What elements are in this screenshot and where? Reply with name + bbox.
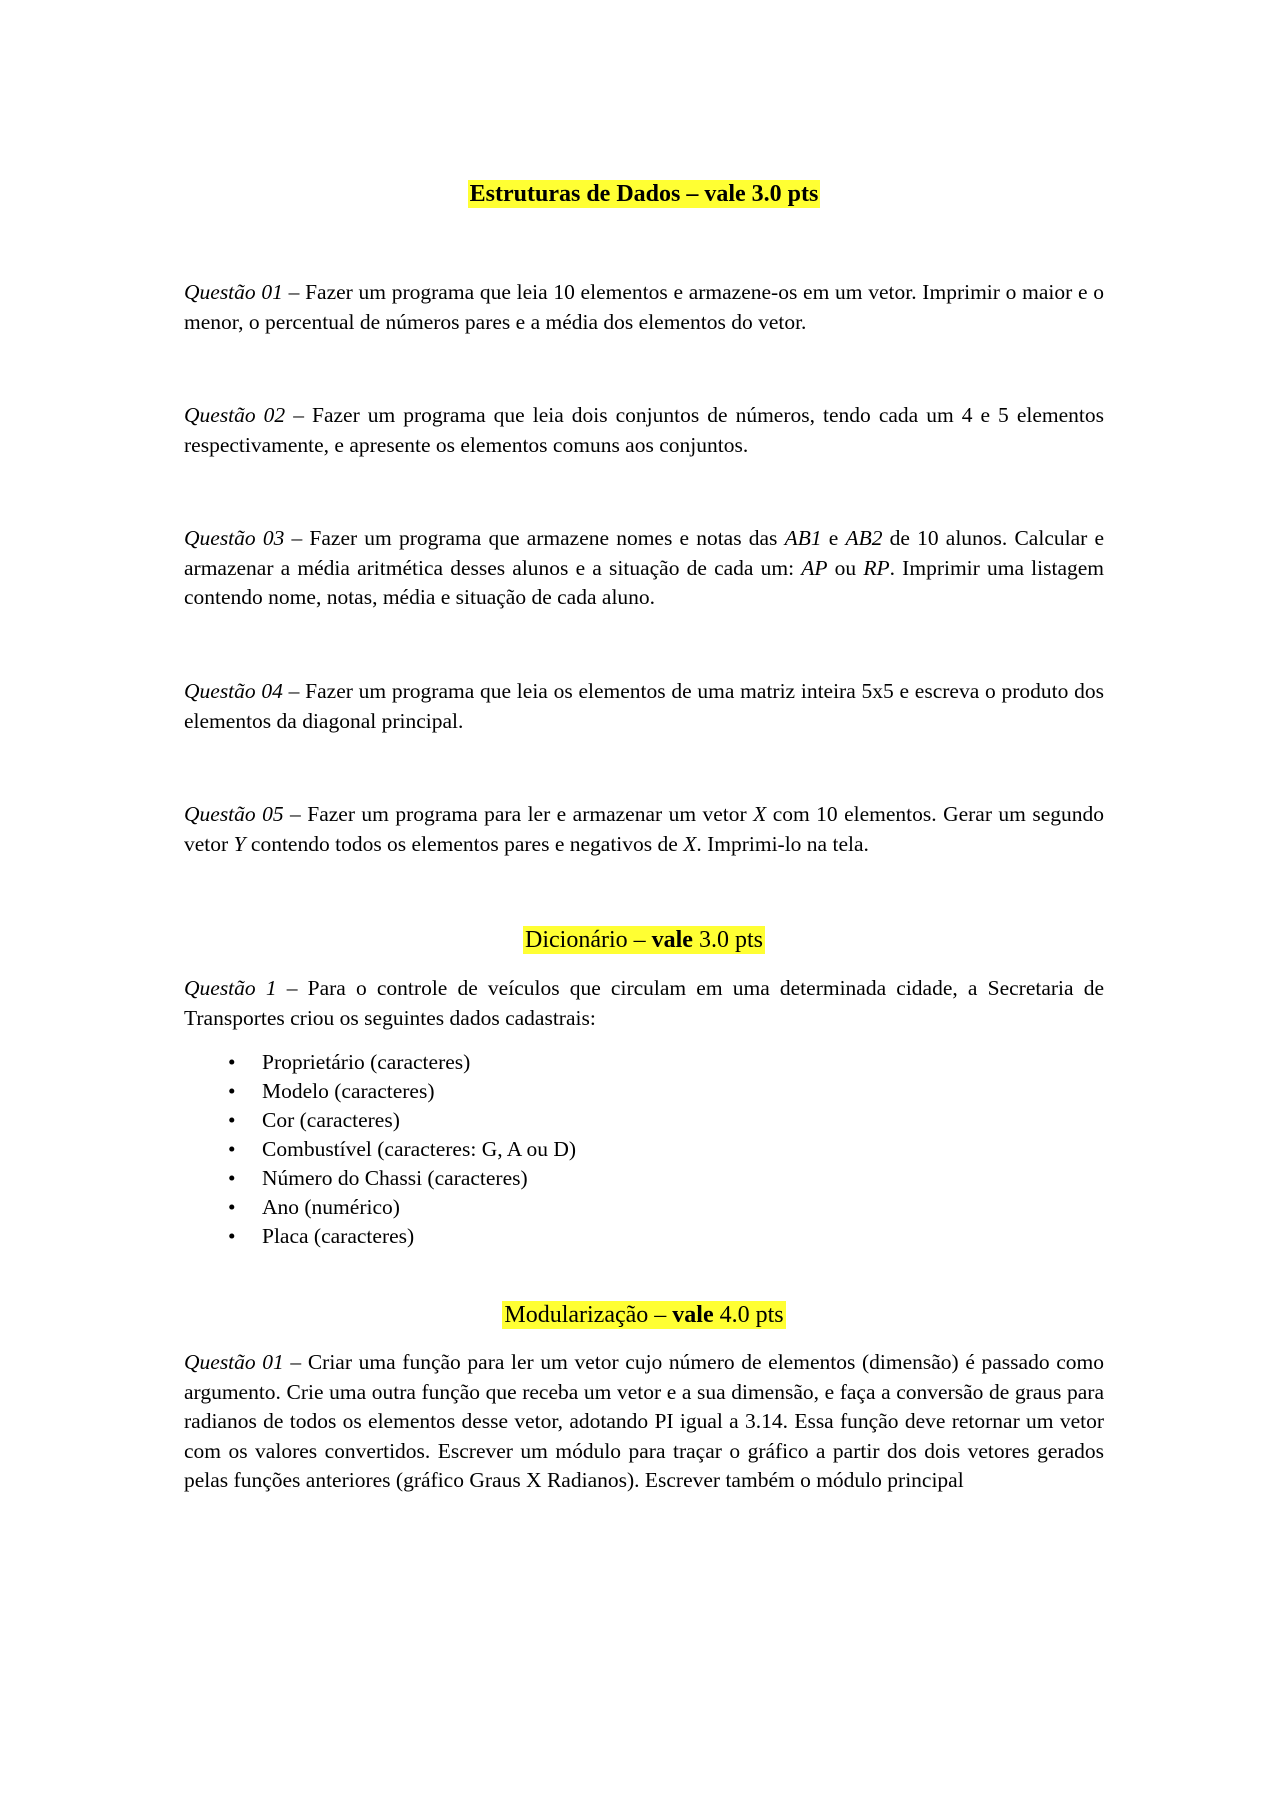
question-text: com 10 elementos. Gerar um segundo vetor — [184, 802, 1105, 856]
question-text: – Para o controle de veículos que circulam em uma determinada cidade, a Secretaria de Transportes criou os seguintes dados cadastrais: — [184, 976, 1104, 1030]
title-highlight — [502, 1301, 785, 1329]
question-01-modularizacao — [184, 1348, 1104, 1496]
question-02 — [184, 401, 1104, 460]
title-value: – vale 3.0 pts — [680, 181, 819, 207]
question-text: de 10 alunos. Calcular e armazenar a média aritmética desses alunos e a situação de cada um: — [184, 526, 1104, 580]
list-item-text: Cor (caracteres) — [262, 1108, 400, 1132]
bullet-icon: • — [228, 1108, 236, 1132]
term-ap: AP — [801, 555, 828, 580]
title-text: Dicionário – — [525, 927, 652, 953]
question-text: – Fazer um programa que leia dois conjuntos de números, tendo cada um 4 e 5 elementos respectivamente, e apresente os elementos comuns aos conjuntos. — [184, 403, 1104, 457]
list-item — [228, 1193, 576, 1222]
title-highlight — [468, 180, 821, 208]
bullet-icon: • — [228, 1224, 236, 1248]
question-text: – Fazer um programa que leia os elementos de uma matriz inteira 5x5 e escreva o produto dos elementos da diagonal principal. — [184, 679, 1104, 733]
bullet-icon: • — [228, 1079, 236, 1103]
section-title-modularizacao — [184, 1300, 1104, 1330]
list-item — [228, 1106, 576, 1135]
list-item-text: Placa (caracteres) — [262, 1224, 415, 1248]
list-item — [228, 1048, 576, 1077]
question-text: – Criar uma função para ler um vetor cujo número de elementos (dimensão) é passado como argumento. Crie uma outra função que receba um vetor e a sua dimensão, e faça a conversão de graus para radianos de todos os elementos desse vetor, adotando PI igual a 3.14. Essa função deve retornar um vetor com os valores convertidos. Escrever um módulo para traçar o gráfico a partir dos dois vetores gerados pelas funções anteriores (gráfico Graus X Radianos). Escrever também o módulo principal — [184, 1350, 1104, 1492]
term-ab1: AB1 — [784, 526, 822, 550]
question-01 — [184, 278, 1104, 337]
question-text: contendo todos os elementos pares e negativos de — [245, 831, 684, 856]
term-x: X — [683, 831, 697, 856]
list-item-text: Modelo (caracteres) — [262, 1079, 435, 1103]
title-value: 4.0 pts — [713, 1302, 784, 1328]
list-item — [228, 1135, 576, 1164]
question-text: – Fazer um programa para ler e armazenar um vetor — [283, 802, 754, 826]
title-text: Modularização – — [504, 1302, 673, 1328]
term-x: X — [753, 802, 767, 826]
question-05 — [184, 800, 1104, 859]
title-text: Estruturas de Dados — [469, 181, 681, 207]
question-text: . Imprimi-lo na tela. — [696, 831, 869, 856]
list-item-text: Ano (numérico) — [262, 1195, 400, 1219]
list-item-text: Combustível (caracteres: G, A ou D) — [262, 1137, 577, 1161]
question-label: Questão 03 — [184, 526, 285, 550]
question-label: Questão 05 — [184, 802, 284, 826]
question-text: . Imprimir uma listagem contendo nome, notas, média e situação de cada aluno. — [184, 555, 1104, 609]
field-list — [228, 1048, 576, 1251]
question-label: Questão 1 — [184, 976, 277, 1000]
question-text: – Fazer um programa que leia 10 elementos e armazene-os em um vetor. Imprimir o maior e o menor, o percentual de números pares e a média dos elementos do vetor. — [184, 280, 1104, 334]
question-03 — [184, 524, 1104, 613]
section-title-estruturas — [184, 179, 1104, 209]
section-title-dicionario — [184, 925, 1104, 955]
term-y: Y — [233, 831, 246, 856]
question-label: Questão 02 — [184, 403, 286, 427]
question-1-dicionario — [184, 974, 1104, 1033]
term-rp: RP — [863, 555, 890, 580]
question-text: – Fazer um programa que armazene nomes e notas das — [284, 526, 785, 550]
list-item — [228, 1222, 576, 1251]
question-label: Questão 01 — [184, 1350, 284, 1374]
question-text: ou — [827, 555, 864, 580]
bullet-icon: • — [228, 1137, 236, 1161]
list-item-text: Proprietário (caracteres) — [262, 1050, 471, 1074]
bullet-icon: • — [228, 1050, 236, 1074]
question-04 — [184, 677, 1104, 736]
bullet-icon: • — [228, 1195, 236, 1219]
list-item — [228, 1164, 576, 1193]
question-label: Questão 01 — [184, 280, 283, 304]
title-bold: vale — [672, 1302, 714, 1328]
title-value: 3.0 pts — [692, 927, 763, 953]
title-highlight — [523, 926, 765, 954]
bullet-icon: • — [228, 1166, 236, 1190]
title-bold: vale — [651, 927, 693, 953]
list-item — [228, 1077, 576, 1106]
term-ab2: AB2 — [845, 526, 883, 550]
question-label: Questão 04 — [184, 679, 283, 703]
list-item-text: Número do Chassi (caracteres) — [262, 1166, 528, 1190]
question-text: e — [821, 526, 846, 550]
